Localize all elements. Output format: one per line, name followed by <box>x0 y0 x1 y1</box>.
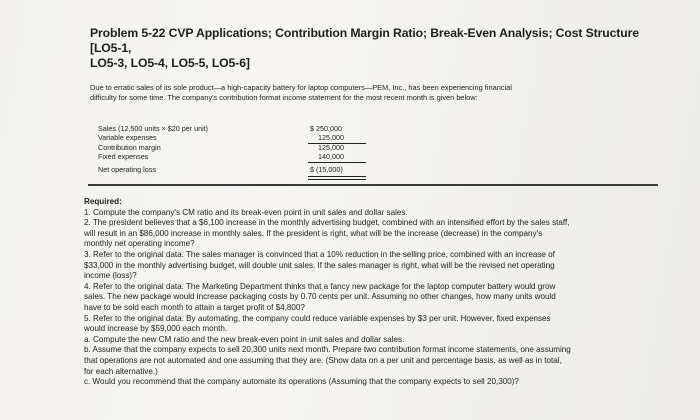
intro-line-1: Due to erratic sales of its sole product—a high-capacity battery for laptop computers—PEM, Inc., has been experiencing financial <box>90 83 512 92</box>
statement-value: $ 250,000 <box>310 124 342 133</box>
required-line: that operations are not automated and one assuming that they are. (Show data on a per unit and percentage basis, as well as in total, <box>84 355 562 365</box>
statement-label: Variable expenses <box>98 133 157 142</box>
required-line: a. Compute the new CM ratio and the new break-even point in unit sales and dollar sales. <box>84 334 405 344</box>
statement-value: $ (15,000) <box>310 165 343 174</box>
required-line: 2. The president believes that a $6,100 increase in the monthly advertising budget, combined with an intensified effort by the sales staff, <box>84 218 570 228</box>
total-double-rule <box>308 176 366 180</box>
required-line: would increase by $59,000 each month. <box>84 324 228 334</box>
required-line: for each alternative.) <box>84 366 158 376</box>
required-line: 5. Refer to the original data. By automating, the company could reduce variable expenses by $3 per unit. However, fixed expenses <box>84 313 551 323</box>
statement-label: Contribution margin <box>98 143 161 152</box>
required-line: c. Would you recommend that the company automate its operations (Assuming that the company expects to sell 20,300)? <box>84 377 519 387</box>
intro-line-2: difficulty for some time. The company's contribution format income statement for the most recent month is given below: <box>90 92 478 102</box>
statement-value: 140,000 <box>318 152 344 161</box>
required-line: b. Assume that the company expects to sell 20,300 units next month. Prepare two contribution format income statements, one assuming <box>84 345 571 355</box>
required-section <box>84 197 664 388</box>
statement-row-fixed-expenses <box>98 152 378 162</box>
required-line: 1. Compute the company's CM ratio and its break-even point in unit sales and dollar sales. <box>84 207 408 217</box>
problem-title <box>90 26 650 71</box>
section-divider <box>88 184 658 186</box>
required-line: will result in an $86,000 increase in monthly sales. If the president is right, what will be the increase (decrease) in the company's <box>84 228 543 238</box>
statement-label: Fixed expenses <box>98 152 149 161</box>
statement-value: 125,000 <box>318 143 344 152</box>
statement-value: 125,000 <box>318 133 344 142</box>
problem-title-line-2: LO5-3, LO5-4, LO5-5, LO5-6] <box>90 56 250 70</box>
problem-title-line-1: Problem 5-22 CVP Applications; Contribution Margin Ratio; Break-Even Analysis; Cost Structure [LO5-1, <box>90 26 639 55</box>
problem-intro <box>90 83 650 102</box>
required-line: 3. Refer to the original data. The sales manager is convinced that a 10% reduction in the selling price, combined with an increase of <box>84 249 555 259</box>
statement-row-net-operating-loss <box>98 165 378 175</box>
required-line: 4. Refer to the original data. The Marketing Department thinks that a fancy new package for the laptop computer battery would grow <box>84 281 556 291</box>
required-line: income (loss)? <box>84 271 137 281</box>
statement-row-variable-expenses <box>98 133 378 143</box>
subtotal-rule <box>308 162 366 163</box>
required-line: monthly net operating income? <box>84 239 195 249</box>
required-line: $33,000 in the monthly advertising budget, will double unit sales. If the sales manager is right, what will be the revised net operating <box>84 260 555 270</box>
statement-label: Net operating loss <box>98 165 156 174</box>
required-heading: Required: <box>84 197 122 206</box>
required-line: sales. The new package would increase packaging costs by 0.70 cents per unit. Assuming no other changes, how many units would <box>84 292 556 302</box>
statement-label: Sales (12,500 units × $20 per unit) <box>98 124 209 133</box>
required-line: have to be sold each month to attain a target profit of $4,800? <box>84 302 305 312</box>
